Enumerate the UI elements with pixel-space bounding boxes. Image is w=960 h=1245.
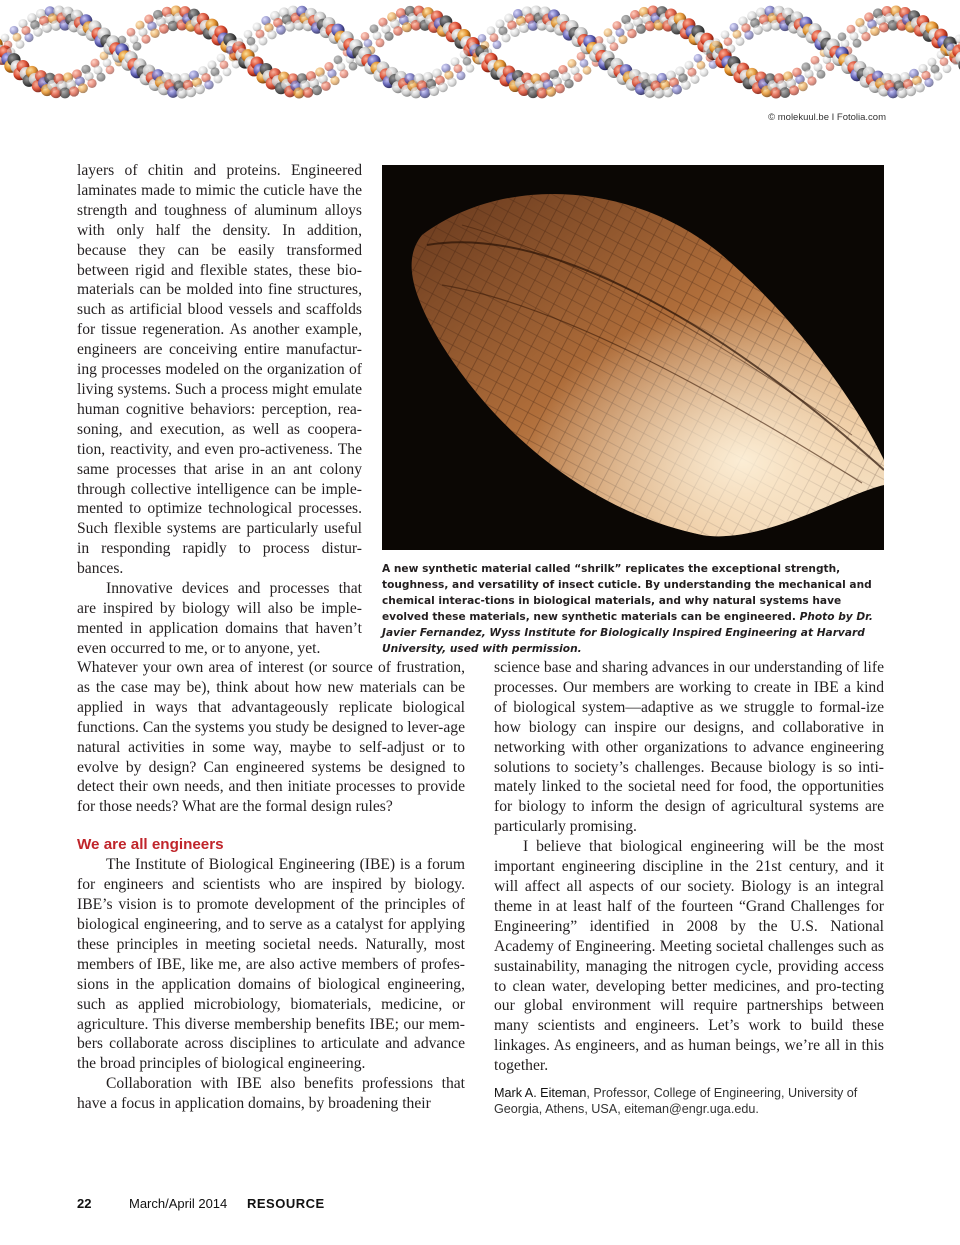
dna-atom <box>744 30 753 39</box>
dna-atom <box>817 70 826 79</box>
dna-atom <box>340 69 349 78</box>
dna-atom <box>133 42 142 51</box>
dna-atom <box>934 72 943 81</box>
dna-atom <box>87 79 96 88</box>
dna-atom <box>276 25 286 35</box>
banner-credit: © molekuul.be I Fotolia.com <box>768 112 886 123</box>
dna-atom <box>618 35 627 44</box>
paragraph-innovative: Innovative devices and processes that are inspired by biology will also be imple-mented in application domains that haven’t even occurred to me, or to anyone, yet. <box>77 580 362 657</box>
dna-atom <box>349 62 358 71</box>
dna-atom <box>555 84 565 94</box>
dna-atom <box>457 71 466 80</box>
dna-atom <box>106 66 115 75</box>
paragraph-collaboration: Collaboration with IBE also benefits professions that have a focus in application domains, by broadening their <box>77 1075 465 1113</box>
dna-atom <box>303 87 314 98</box>
dna-atom <box>493 40 502 49</box>
dna-atom <box>141 35 150 44</box>
section-heading: We are all engineers <box>77 836 224 854</box>
dna-atom <box>574 73 583 82</box>
dna-atom <box>861 32 870 41</box>
paragraph-ibe: The Institute of Biological Engineering (IBE) is a forum for engineers and scientists who are inspired by biology. IBE’s vision is to promote development of the principles of biological engineering, and to serve as a catalyst for applying these principles in meeting societal needs. Naturally, most members of IBE, like me, are also active members of profes-sions in the application domains of biological engineering, such as applied microbiology, biomaterials, medicine, or agriculture. This diverse membership benefits IBE; our mem-bers collaborate across disciplines to articulate and advance the broad principles of biological engineering. <box>77 856 465 1073</box>
dna-atom <box>321 81 331 91</box>
dna-atom <box>24 33 33 42</box>
dna-atom <box>420 87 431 98</box>
dna-atom <box>672 85 682 95</box>
dna-atom <box>376 38 385 47</box>
dna-atom <box>186 87 196 97</box>
dna-atom <box>636 24 646 34</box>
dna-atom <box>312 85 322 95</box>
dna-atom <box>78 83 88 93</box>
dna-atom <box>853 39 862 48</box>
dna-atom <box>150 29 159 38</box>
dna-atom <box>583 66 592 75</box>
paragraph-cuticle: layers of chitin and proteins. Engineered laminates made to mimic the cuticle have the strength and toughness of aluminum alloys with only half the density. In addition, because they can be easily transformed between rigid and flexible states, these bio-materials can be molded into fine structures, such as artificial blood vessels and scaffolds for tissue regeneration. As another example, engineers are conceiving entire manufactur-ing processes modeled on the organization of living systems. Such a process might emulate human cognitive behaviors: perception, rea-soning, and execution, as well as coopera-tion, reactivity, and even pro-activeness. The same processes that arise in an ant colony through collective intelligence can be imple-mented to optimize technological processes. Such flexible systems are particularly useful in responding rapidly to process distur-bances. <box>77 162 362 578</box>
dna-atom <box>33 27 43 37</box>
dna-atom <box>519 23 529 33</box>
dna-atom <box>753 25 763 35</box>
issue-date: March/April 2014 <box>129 1196 228 1211</box>
dna-atom <box>700 68 709 77</box>
dna-atom <box>510 27 520 37</box>
dna-atom <box>223 67 232 76</box>
dna-atom <box>69 86 79 96</box>
dna-atom <box>870 26 880 36</box>
dna-atom <box>663 87 673 97</box>
dna-atom <box>267 30 276 39</box>
dna-atom <box>690 75 699 84</box>
dna-atom <box>393 26 403 36</box>
photo-caption <box>382 561 884 657</box>
dna-helix-illustration <box>0 0 960 112</box>
dna-atom <box>807 76 816 85</box>
dna-atom <box>447 78 456 87</box>
dna-atom <box>330 76 339 85</box>
dna-atom <box>943 64 952 73</box>
magazine-name: RESOURCE <box>247 1196 325 1211</box>
dna-atom <box>204 80 213 89</box>
left-column-top <box>77 161 362 659</box>
dna-atom <box>627 29 636 38</box>
author-signature <box>494 1085 884 1117</box>
dna-atom <box>924 78 933 87</box>
dna-atom <box>429 86 439 96</box>
wing-illustration <box>382 165 884 550</box>
page-number: 22 <box>77 1196 92 1211</box>
dna-banner-image <box>0 0 960 112</box>
dna-atom <box>195 84 205 94</box>
dna-atom <box>501 33 510 42</box>
page-footer <box>77 1196 325 1211</box>
dna-atom <box>789 85 799 95</box>
right-column <box>494 658 884 1117</box>
dna-atom <box>727 44 736 53</box>
caption-credit: Photo by Dr. Javier Fernandez, Wyss Institute for Biologically Inspired Engineering at Harvard University, used with permission. <box>382 611 873 655</box>
dna-atom <box>438 83 448 93</box>
dna-atom <box>762 22 772 32</box>
dna-atom <box>736 37 745 46</box>
dna-atom <box>564 79 573 88</box>
dna-atom <box>159 24 169 34</box>
paragraph-science-base: science base and sharing advances in our understanding of life processes. Our members are working to create in IBE a kind of biological system—adaptive as we struggle to formal-ize how biology can inspire our designs, and collaborative in networking with other organizations to advance engineering solutions to society’s challenges. Because biology is so inti-mately linked to the societal need for food, the opportunities for biology to inform the design of agricultural systems are particularly promising. <box>494 659 884 836</box>
dna-atom <box>897 87 908 98</box>
paragraph-whatever: Whatever your own area of interest (or source of frustration, as the case may be), think about how new materials can be applied in ways that advantageously replicate biological functions. Can the systems you study be designed to lever-age natural activities in some way, maybe to self-adjust or to evolve by design? Can engineered systems be designed to detect their own needs, and then initiate processes to provide for those needs? What are the formal design rules? <box>77 659 465 816</box>
insect-wing-photo <box>382 165 884 550</box>
author-affiliation: , Professor, College of Engineering, University of Georgia, Athens, USA, eiteman@engr.uga.edu. <box>494 1086 858 1117</box>
dna-atom <box>780 87 791 98</box>
author-name: Mark A. Eiteman <box>494 1086 587 1101</box>
dna-atom <box>879 22 889 32</box>
caption-text: A new synthetic material called “shrilk” replicates the exceptional strength, toughness, and versatility of insect cuticle. By understanding the mechanical and chemical interac-tions in biological materials, and why natural systems have evolved these materials, new synthetic materials can be engineered. <box>382 563 872 623</box>
dna-atom <box>798 82 808 92</box>
dna-atom <box>466 64 475 73</box>
dna-atom <box>259 36 268 45</box>
dna-atom <box>213 74 222 83</box>
dna-atom <box>250 44 259 53</box>
dna-atom <box>384 32 393 41</box>
dna-atom <box>97 73 106 82</box>
dna-atom <box>610 42 619 51</box>
dna-atom <box>906 86 916 96</box>
left-column <box>77 658 465 1114</box>
paragraph-believe: I believe that biological engineering will be the most important engineering discipline in the 21st century, and it will affect all aspects of our society. Biology is an integral theme in at least half of the fourteen “Grand Challenges for Engineering” identified in 2008 by the U.S. National Academy of Engineering. Meeting societal challenges such as sustainability, managing the nitrogen cycle, providing access to clean water, developing better medicines, and pro-tecting our global environment will require partnerships between many scientists and engineers. Let’s work to build these linkages. As engineers, and as human beings, we’re all in this together. <box>494 838 884 1075</box>
dna-atom <box>681 80 690 89</box>
dna-atom <box>915 83 925 93</box>
dna-atom <box>402 22 412 32</box>
dna-atom <box>546 86 556 96</box>
dna-atom <box>826 62 835 71</box>
dna-atom <box>16 40 25 49</box>
dna-atom <box>42 23 52 33</box>
